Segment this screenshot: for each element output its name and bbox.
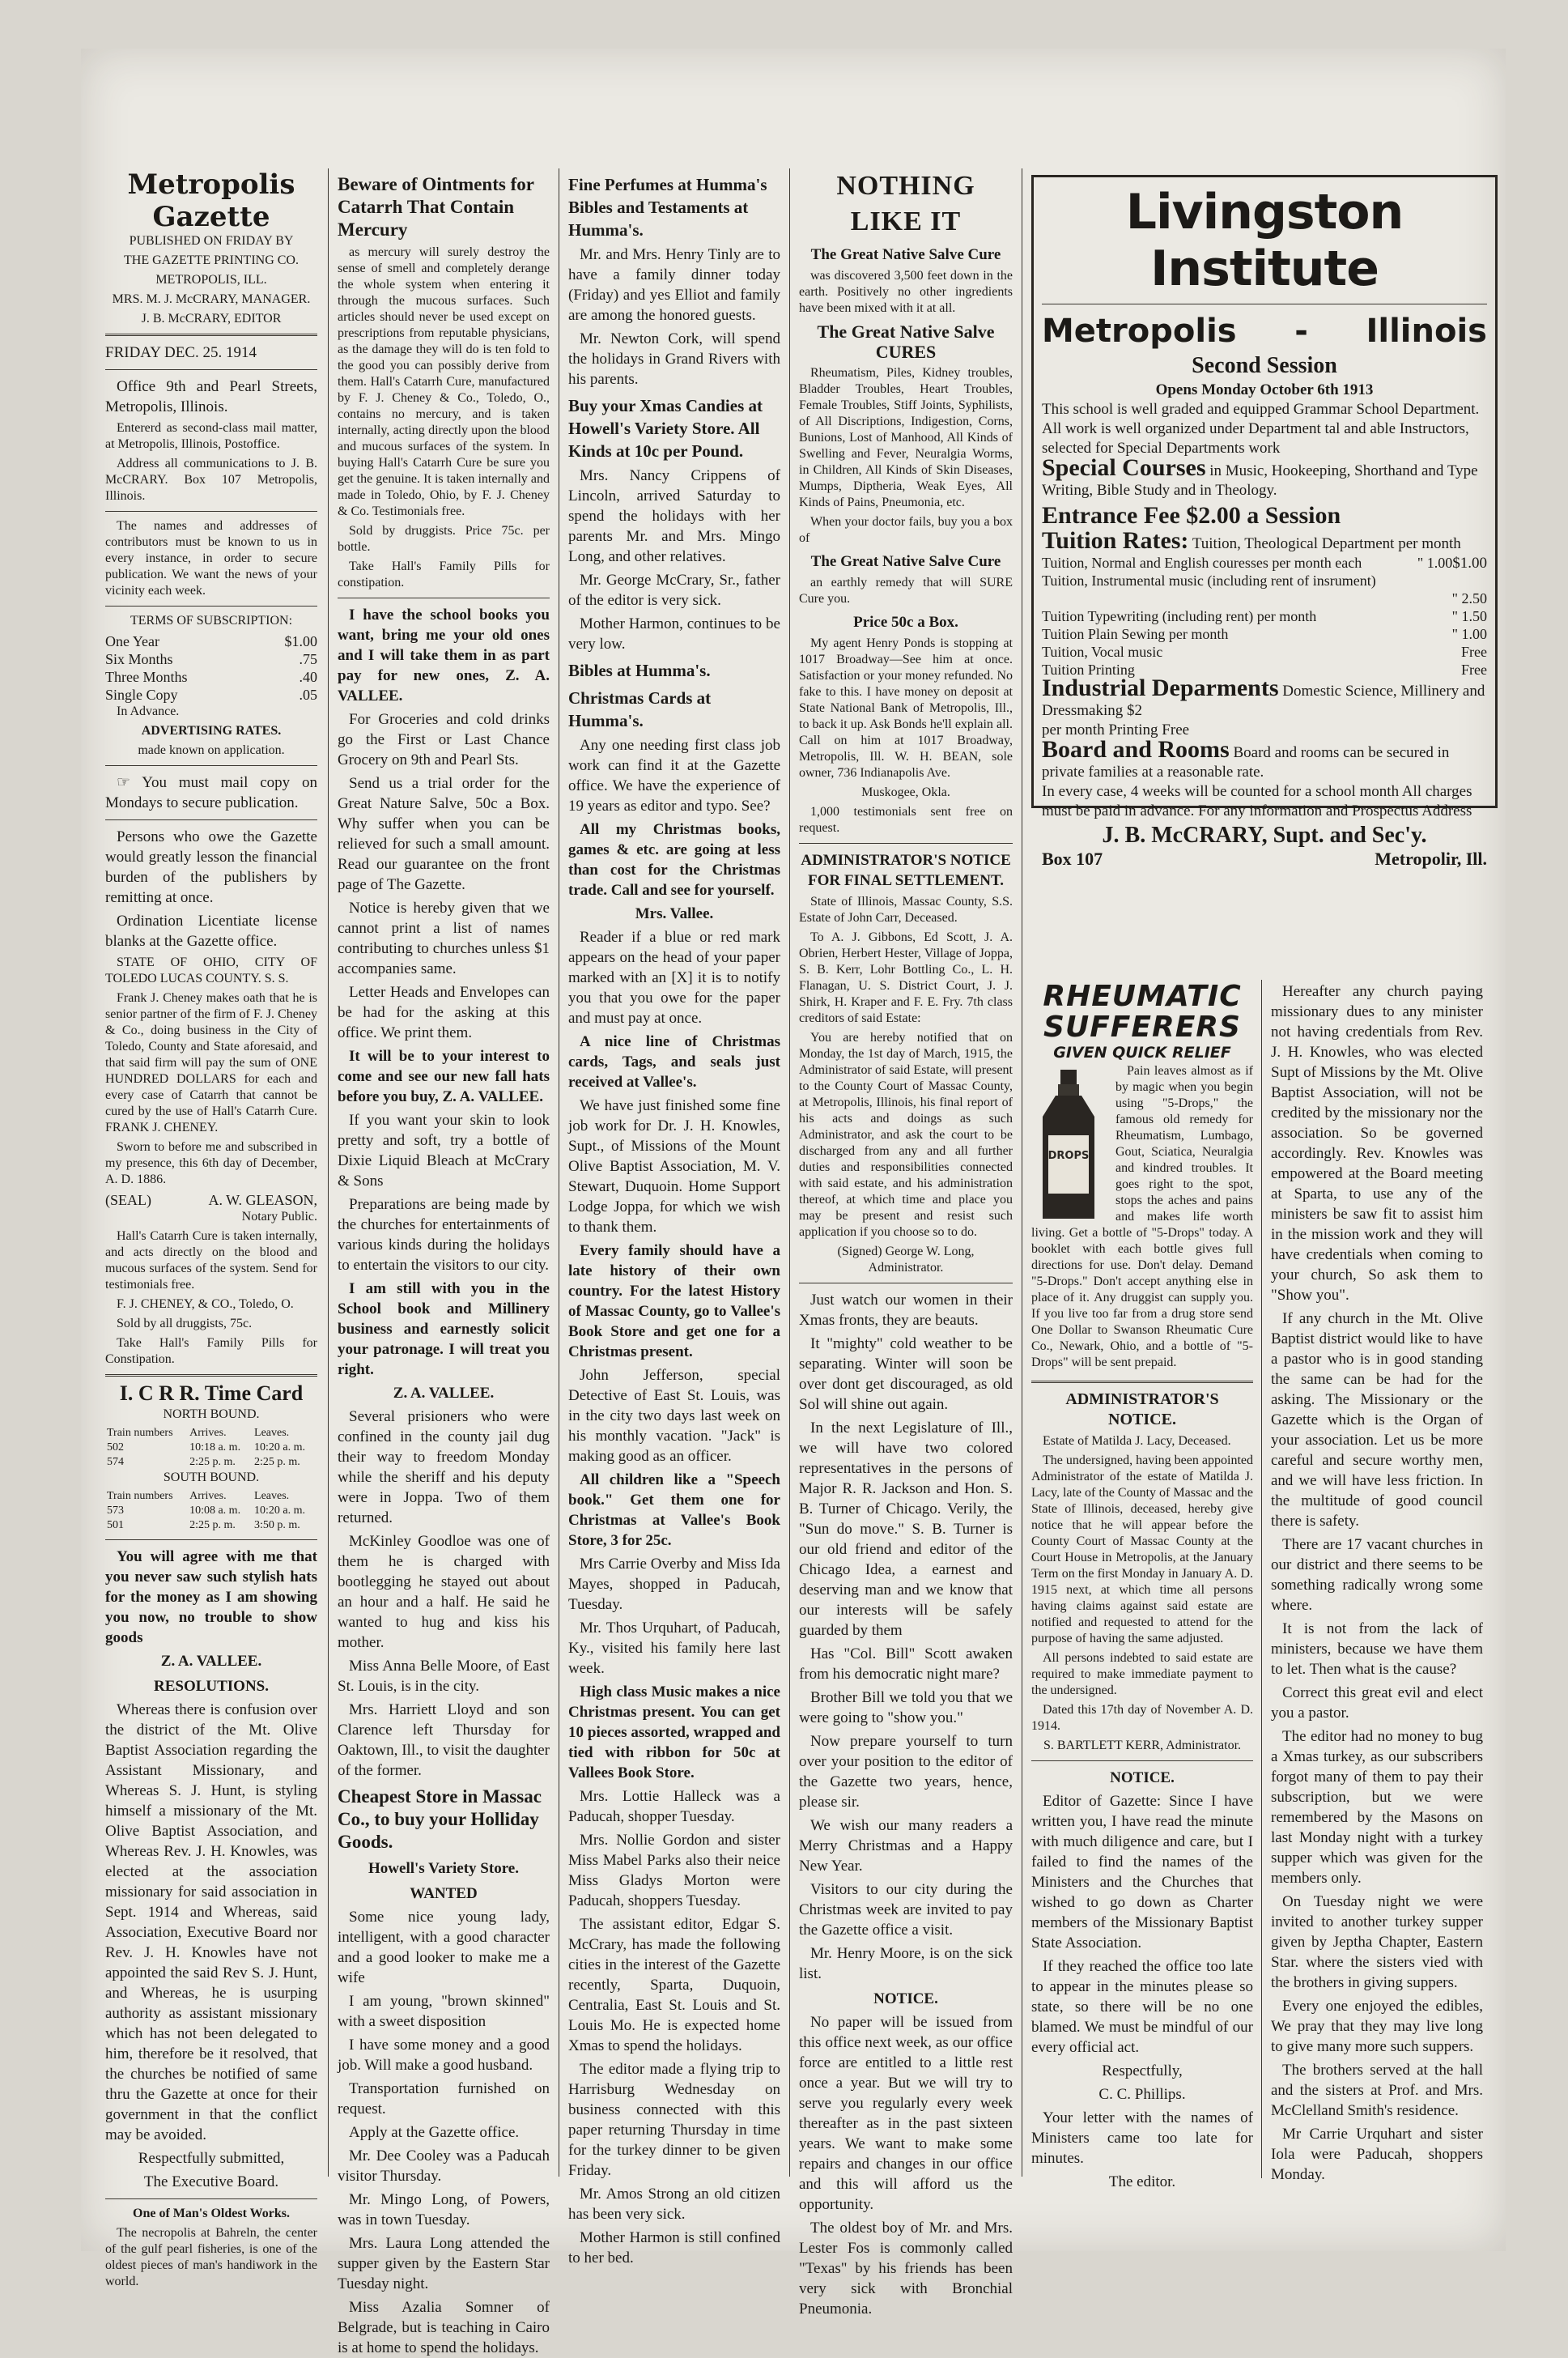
price: Price 50c a Box.	[853, 614, 958, 631]
entrance-fee: Entrance Fee $2.00 a Session	[1042, 502, 1341, 529]
terms-row: Three Months .40	[105, 669, 317, 685]
wanted-text: I have some money and a good job. Will make a good husband.	[338, 2037, 550, 2074]
seal-line: (SEAL) A. W. GLEASON,	[105, 1192, 317, 1208]
notary: Notary Public.	[241, 1210, 317, 1224]
cheney-sworn: Sworn to before me and subscribed in my presence, this 6th day of December, A. D. 1886.	[105, 1140, 317, 1186]
cheney-signature: F. J. CHENEY, & CO., Toledo, O.	[117, 1297, 294, 1311]
harmon-2: Mother Harmon is still confined to her bed.	[568, 2229, 780, 2266]
wanted-text: I am young, "brown skinned" with a sweet disposition	[338, 1993, 550, 2030]
ointment-pills: Take Hall's Family Pills for constipation.	[338, 560, 550, 590]
manager-line: MRS. M. J. McCRARY, MANAGER.	[112, 292, 311, 306]
urquhart: Mr. Thos Urquhart, of Paducah, Ky., visited his family here last week.	[568, 1620, 780, 1677]
south-bound: SOUTH BOUND.	[163, 1471, 260, 1484]
resolutions-heading: RESOLUTIONS.	[153, 1678, 270, 1695]
admin-signature: (Signed) George W. Long, Administrator.	[837, 1245, 975, 1275]
muskogee: Muskogee, Okla.	[861, 785, 950, 799]
rate-row: Tuition Printing Free	[1042, 662, 1487, 678]
bottle-label: DROPS	[1047, 1150, 1090, 1162]
divider	[105, 2198, 317, 2199]
agent: My agent Henry Ponds is stopping at 1017 Broadway—See him at once. Satisfaction or your money refunded. No fake to this. I have money on deposit at State National Bank of Metropolis, Ill., to back it up. Ask Bonds he'll explain all. Call on him at 1017 Broadway, Metropolis, Ill. W. H. BEAN, sole owner, 736 Indianapolis Ave.	[799, 636, 1013, 780]
col5b-paragraph: Correct this great evil and elect you a pastor.	[1271, 1684, 1483, 1722]
opens: Opens Monday October 6th 1913	[1155, 381, 1374, 398]
admin-state: State of Illinois, Massac County, S.S. Estate of John Carr, Deceased.	[799, 895, 1013, 925]
nothing-like-it: NOTHING LIKE IT	[836, 171, 975, 236]
divider	[105, 369, 317, 370]
cure-heading: The Great Native Salve Cure	[810, 246, 1001, 263]
churches-notice: Notice is hereby given that we cannot print a list of names contributing to churches unless $1 accompanies same.	[338, 900, 550, 977]
mccrary-sr: Mr. George McCrary, Sr., father of the editor is very sick.	[568, 572, 780, 609]
harmon: Mother Harmon, continues to be very low.	[568, 615, 780, 653]
cheney-state: STATE OF OHIO, CITY OF TOLEDO LUCAS COUNTY. S. S.	[105, 956, 317, 985]
oldest-heading: One of Man's Oldest Works.	[133, 2207, 290, 2220]
divider	[105, 1374, 317, 1377]
drops-bottle-icon	[1031, 1068, 1106, 1222]
table-row: 502 10:18 a. m. 10:20 a. m.	[107, 1441, 306, 1454]
column-5a	[1031, 980, 1253, 2190]
wish: We wish our many readers a Merry Christmas and a Happy New Year.	[799, 1817, 1013, 1875]
rate-row: Tuition Typewriting (including rent) per month " 1.50	[1042, 608, 1487, 624]
divider	[105, 1539, 317, 1540]
oldest-text: The necropolis at Bahreln, the center of the gulf pearl fisheries, is one of the oldest pieces of man's handiwork in the world.	[105, 2226, 317, 2288]
edgar: The assistant editor, Edgar S. McCrary, has made the following cities in the interest of the Gazette recently, Sparta, Duquoin, Centralia, East St. Louis and St. Louis Mo. He is expected home Xmas to spend the holidays.	[568, 1916, 780, 2054]
col5b-paragraph: The editor had no money to bug a Xmas turkey, as our subscribers forgot many of them to pay their subscription, but we were remembered by the Masons on last Monday night with a turkey supper which was given for the members only.	[1271, 1728, 1483, 1887]
divider	[105, 606, 317, 607]
editor-line: J. B. McCRARY, EDITOR	[141, 312, 282, 326]
institute-city: Metropolis - Illinois	[1042, 313, 1487, 350]
cures-heading: The Great Native Salve CURES	[817, 321, 995, 362]
place-line: METROPOLIS, ILL.	[155, 273, 267, 287]
divider	[105, 765, 317, 766]
admin2-heading: ADMINISTRATOR'S NOTICE.	[1065, 1390, 1219, 1428]
sufferers-heading: SUFFERERS	[1043, 1011, 1241, 1044]
halls-taken: Hall's Catarrh Cure is taken internally, and acts directly on the blood and mucous surfaces of the system. Send for testimonials free.	[105, 1229, 317, 1292]
masthead: Metropolis Gazette	[127, 168, 295, 233]
ointment-text: as mercury will surely destroy the sense of smell and completely derange the whole system when entering it through the mucous surfaces. Such articles should never be used except on prescriptions from reputable physicians, as the damage they will do is ten fold to the good you can possibly derive from them. Hall's Catarrh Cure, manufactured by F. J. Cheney & Co., Toledo, O., contains no mercury, and is taken internally, acting directly upon the blood and mucous surfaces of the system. In buying Hall's Catarrh Cure be sure you get the genuine. It is taken internally and made in Toledo, Ohio, by F. J. Cheney & Co. Testimonials free.	[338, 245, 550, 518]
notice2-signature: C. C. Phillips.	[1098, 2086, 1186, 2103]
table-row: 574 2:25 p. m. 2:25 p. m.	[107, 1456, 300, 1468]
terms-list	[105, 632, 317, 704]
wanted-text: Some nice young lady, intelligent, with a good character and a good looker to make me a wife	[338, 1909, 550, 1986]
col5b-paragraph: The brothers served at the hall and the sisters at Prof. and Mrs. McClelland Smith's residence.	[1271, 2062, 1483, 2119]
overby: Mrs Carrie Overby and Miss Ida Mayes, shopped in Paducah, Tuesday.	[568, 1556, 780, 1613]
prisoners: Several prisioners who were confined in the county jail dug their way to freedom Monday while the sheriff and his deputy were in Joppa. Two of them returned.	[338, 1408, 550, 1526]
graded: This school is well graded and equipped Grammar School Department. All work is well organized under Department tal and able Instructors, selected for Special Departments work	[1042, 401, 1480, 457]
ointment-heading: Beware of Ointments for Catarrh That Contain Mercury	[338, 174, 534, 240]
divider	[1031, 1760, 1253, 1761]
mrs-vallee: Mrs. Vallee.	[635, 905, 714, 922]
notice-text: No paper will be issued from this office next week, as our office force are entitled to a little rest once a year. But we will try to serve you regularly every week thereafter as in the past sixteen years. We want to make some repairs and changes in our office and this will afford us the opportunity.	[799, 2014, 1013, 2213]
column-1	[105, 168, 317, 2288]
table-row: 573 10:08 a. m. 10:20 a. m.	[107, 1505, 306, 1517]
xmas-books: All my Christmas books, games & etc. are going at less than cost for the Christmas trade. Call and see for yourself.	[568, 821, 780, 899]
howells-store: Howell's Variety Store.	[368, 1860, 519, 1877]
letterheads: Letter Heads and Envelopes can be had for the asking at this office. We print them.	[338, 984, 550, 1041]
box-line: Box 107 Metropolir, Ill.	[1042, 849, 1487, 869]
henry-moore: Mr. Henry Moore, is on the sick list.	[799, 1945, 1013, 1982]
pointing-hand-icon: ☞	[117, 774, 131, 791]
col5b-paragraph: On Tuesday night we were invited to another turkey supper given by Jeptha Chapter, Eastern Star. where the sisters vied with the brothers in giving suppers.	[1271, 1893, 1483, 1991]
terms-row: Single Copy .05	[105, 687, 317, 703]
rate-row: Tuition, Normal and English couresses per month each " 1.00	[1042, 555, 1453, 571]
column-4	[799, 168, 1013, 2318]
table-row: 501 2:25 p. m. 3:50 p. m.	[107, 1519, 300, 1531]
millinery: I am still with you in the School book and Millinery business and earnestly solicit your patronage. I will treat you right.	[338, 1280, 550, 1378]
col5b-paragraph: If any church in the Mt. Olive Baptist district would like to have a pastor who is in good standing the same can be had for the asking. The Missionary or the Gazette which is the Organ of your association. Let us be more careful and secure worthy men, and we will have less friction. In the multitude of good council there is safety.	[1271, 1310, 1483, 1530]
cold: It "mighty" cold weather to be separating. Winter will soon be over dont get discouraged, as old Sol will shine out again.	[799, 1335, 1013, 1413]
divider	[105, 511, 317, 512]
notice-heading: NOTICE.	[873, 1990, 938, 2007]
persons-owe: Persons who owe the Gazette would greatly lesson the financial burden of the publishers by remitting at once.	[105, 828, 317, 906]
brother-bill: Brother Bill we told you that we were going to "show you."	[799, 1689, 1013, 1726]
notice2-heading: NOTICE.	[1110, 1769, 1175, 1786]
notice2-text-b: If they reached the office too late to appear in the minutes please so state, so there will be no one blamed. We must be mindful of our every official act.	[1031, 1958, 1253, 2056]
admin-heading: ADMINISTRATOR'S NOTICE FOR FINAL SETTLEMENT.	[801, 852, 1011, 889]
advance-line: In Advance.	[117, 704, 180, 718]
respectfully: Respectfully submitted,	[138, 2150, 285, 2167]
admin2-signature: S. BARTLETT KERR, Administrator.	[1043, 1739, 1242, 1752]
board-rooms: Board and Rooms Board and rooms can be secured in private families at a reasonable rate.	[1042, 736, 1450, 781]
job-work: Any one needing first class job work can find it at the Gazette office. We have the experience of 19 years as editor and typo. See?	[568, 737, 780, 815]
mail-copy-notice: ☞ You must mail copy on Mondays to secure publication.	[105, 774, 317, 811]
salve-trial: Send us a trial order for the Great Nature Salve, 50c a Box. Why suffer when you can be relieved for such a small amount. Read our guarantee on the front page of The Gazette.	[338, 775, 550, 893]
admin2-estate: Estate of Matilda J. Lacy, Deceased.	[1043, 1434, 1231, 1448]
wanted-heading: WANTED	[410, 1885, 478, 1902]
strong: Mr. Amos Strong an old citizen has been very sick.	[568, 2186, 780, 2223]
jefferson: John Jefferson, special Detective of East St. Louis, was in the city two days last week on his monthly vacation. "Jack" is making good as an officer.	[568, 1367, 780, 1465]
office-address: Office 9th and Pearl Streets, Metropolis, Illinois.	[105, 378, 317, 415]
rate-row: Tuition, Vocal music Free	[1042, 644, 1487, 660]
rheumatic-heading: RHEUMATIC	[1043, 980, 1242, 1013]
admin-to: To A. J. Gibbons, Ed Scott, J. A. Obrien, Herbert Hester, Village of Joppa, S. B. Kerr, Lohr Bottling Co., L. H. Flanagan, U. S. District Court, J. J. Shirk, H. Kraper and F. E. Fry. 7th class creditors of said Estate:	[799, 930, 1013, 1025]
column-rule	[789, 168, 790, 2177]
south-timetable: Train numbers Arrives. Leaves. 573 10:08 a. m. 10:20 a. m. 501 2:25 p. m. 3:50 p. m.	[105, 1489, 317, 1533]
visitors: Visitors to our city during the Christmas week are invited to pay the Gazette office a visit.	[799, 1881, 1013, 1939]
admin2-body: The undersigned, having been appointed Administrator of the estate of Matilda J. Lacy, late of the County of Massac and the State of Illinois, deceased, hereby give notice that he will appear before the County Court of Massac County at the Court House in Metropolis, at the January Term on the first Monday in January A. D. 1915 next, at which time all persons having claims against said estate are notified and requested to attend for the purpose of having the same adjusted.	[1031, 1454, 1253, 1645]
millinery-signature: Z. A. VALLEE.	[393, 1385, 495, 1402]
vallee-signature: Z. A. VALLEE.	[160, 1653, 262, 1670]
pills-line: Take Hall's Family Pills for Constipation.	[105, 1336, 317, 1366]
terms-heading: TERMS OF SUBSCRIPTION:	[130, 614, 293, 628]
moore: Miss Anna Belle Moore, of East St. Louis, is in the city.	[338, 1658, 550, 1695]
admin-body: You are hereby notified that on Monday, the 1st day of March, 1915, the Administrator of said Estate, will present to the County Court of Massac County, at Metropolis, Illinois, his final report of his acts and doings as such Administrator, and ask the court to be discharged from any and all further duties and responsibilities connected with said estate, and his administration thereof, at which time and place you may be present and resist such application if you choose so to do.	[799, 1031, 1013, 1239]
lloyd: Mrs. Harriett Lloyd and son Clarence left Thursday for Oaktown, Ill., to visit the daughter of the former.	[338, 1701, 550, 1779]
col5b-paragraph: It is not from the lack of ministers, because we have them to let. Then what is the cause?	[1271, 1620, 1483, 1678]
speech-book: All children like a "Speech book." Get them one for Christmas at Vallee's Book Store, 3 for 25c.	[568, 1471, 780, 1549]
adv-rates-line: made known on application.	[138, 743, 285, 757]
doctor-fails: When your doctor fails, buy you a box of	[799, 515, 1013, 545]
laura: Mrs. Laura Long attended the supper given by the Eastern Star Tuesday night.	[338, 2235, 550, 2292]
cure-heading-2: The Great Native Salve Cure	[810, 553, 1001, 570]
divider	[799, 843, 1013, 844]
blue-mark: Reader if a blue or red mark appears on the head of your paper marked with an [X] it is to notify you that you owe for the paper and must pay at once.	[568, 929, 780, 1027]
preparations: Preparations are being made by the churches for entertainments of various kinds during the holidays to entertain the visitors to our city.	[338, 1196, 550, 1274]
col-bill: Has "Col. Bill" Scott awaken from his democratic night mare?	[799, 1645, 1013, 1683]
issue-date: FRIDAY DEC. 25. 1914	[105, 344, 257, 361]
tags: A nice line of Christmas cards, Tags, and seals just received at Vallee's.	[568, 1033, 780, 1091]
perfumes: Fine Perfumes at Humma's Bibles and Testaments at Humma's.	[568, 175, 767, 240]
cooley: Mr. Dee Cooley was a Paducah visitor Thursday.	[338, 2147, 550, 2185]
notice2-editor: The editor.	[1108, 2173, 1176, 2190]
adv-rates-heading: ADVERTISING RATES.	[141, 724, 282, 738]
special-courses: Special Courses in Music, Hookeeping, Shorthand and Type Writing, Bible Study and in Theology.	[1042, 454, 1478, 499]
rate-row: " 2.50	[1451, 590, 1487, 607]
notice2-respectfully: Respectfully,	[1102, 2062, 1183, 2079]
sold-line: Sold by all druggists, 75c.	[117, 1317, 253, 1330]
tuition-rates: Tuition Rates: Tuition, Theological Department per month $1.00	[1042, 527, 1487, 572]
rate-row: Tuition, Instrumental music (including rent of insrument)	[1042, 572, 1376, 589]
timecard-title: I. C R R. Time Card	[119, 1381, 304, 1405]
music: High class Music makes a nice Christmas present. You can get 10 pieces assorted, wrapped and tied with ribbon for 50c at Vallees Book Store.	[568, 1683, 780, 1781]
institute-title: Livingston Institute	[1125, 184, 1404, 297]
azalia: Miss Azalia Somner of Belgrade, but is teaching in Cairo is at home to spend the holidays.	[338, 2299, 550, 2356]
goodloe: McKinley Goodloe was one of them he is charged with bootlegging he stayed out about an hour and a half. He said he wanted to hug and kiss his mother.	[338, 1533, 550, 1651]
column-rule	[328, 168, 329, 2177]
session: Second Session	[1192, 353, 1337, 378]
gordon: Mrs. Nollie Gordon and sister Miss Mabel Parks also their neice Miss Gladys Morton were Paducah, shoppers Tuesday.	[568, 1832, 780, 1909]
livingston-ad	[1031, 175, 1498, 869]
col5b-paragraph: Hereafter any church paying missionary dues to any minister not having credentials from Rev. J. H. Knowles, who was elected Supt of Missions by the Mt. Olive Baptist Association, will not be credited by the missionary nor the association. So be governed accordingly. Rev. Knowles was empowered at the Board meeting at Sparta, to use any of the ministers be saw fit to assist him in the mission work and they will have credentials when coming to your church, So ask them to "Show you".	[1271, 983, 1483, 1304]
industrial: Industrial Deparments Domestic Science, Millinery and Dressmaking $2	[1042, 675, 1485, 719]
texas: The oldest boy of Mr. and Mrs. Lester Fos is commonly called "Texas" by his friends has been very sick with Bronchial Pneumonia.	[799, 2220, 1013, 2318]
address-notice: Address all communications to J. B. McCRARY. Box 107 Metropolis, Illinois.	[105, 457, 317, 503]
halleck: Mrs. Lottie Halleck was a Paducah, shopper Tuesday.	[568, 1788, 780, 1825]
col5b-paragraph: There are 17 vacant churches in our district and there seems to be something radically wrong some where.	[1271, 1536, 1483, 1614]
names-notice: The names and addresses of contributors must be known to us in every instance, in order to secure publication. We want the news of your vicinity each week.	[105, 519, 317, 598]
history: Every family should have a late history of their own country. For the latest History of Massac County, go to Vallee's Book Store and get one for a Christmas present.	[568, 1242, 780, 1360]
cork: Mr. Newton Cork, will spend the holidays in Grand Rivers with his parents.	[568, 330, 780, 388]
school-books: I have the school books you want, bring me your old ones and I will take them in as part pay for new ones, Z. A. VALLEE.	[338, 607, 550, 704]
earthly-remedy: an earthly remedy that will SURE Cure you.	[799, 576, 1013, 606]
bibles: Bibles at Humma's.	[568, 661, 711, 680]
admin2-dated: Dated this 17th day of November A. D. 1914.	[1031, 1703, 1253, 1733]
column-5b	[1271, 981, 1483, 2183]
crippens: Mrs. Nancy Crippens of Lincoln, arrived Saturday to spend the holidays with her parents Mr. and Mrs. Mingo Long, and other relatives.	[568, 467, 780, 565]
tinly: Mr. and Mrs. Henry Tinly are to have a family dinner today (Friday) and yes Elliot and family are among the honored guests.	[568, 246, 780, 324]
cheney-body: Frank J. Cheney makes oath that he is senior partner of the firm of F. J. Cheney & Co., doing business in the City of Toledo, County and State aforesaid, and that said firm will pay the sum of ONE HUNDRED DOLLARS for each and every case of Catarrh that cannot be cured by the use of Hall's Catarrh Cure. FRANK J. CHENEY.	[105, 991, 317, 1134]
bleach: If you want your skin to look pretty and soft, try a bottle of Dixie Liquid Bleach at McCrary & Sons	[338, 1112, 550, 1190]
bottle-illustration	[1031, 1068, 1106, 1222]
terms-row: One Year $1.00	[105, 633, 317, 649]
terms-row: Six Months .75	[105, 651, 317, 667]
column-3	[568, 168, 780, 2266]
divider	[1031, 1381, 1253, 1383]
rheumatic-body: Pain leaves almost as if by magic when you begin using "5-Drops," the famous old remedy for Rheumatism, Lumbago, Gout, Sciatica, Neuralgia and kindred troubles. It goes right to the spot, stops the aches and pains and makes life worth living. Get a bottle of "5-Drops" today. A booklet with each bottle gives full directions for use. Don't delay. Demand "5-Drops." Don't accept anything else in place of it. Any druggist can supply you. If you live too far from a drug store send One Dollar to Swanson Rheumatic Cure Co., Newark, Ohio, and a bottle of "5-Drops" will be sent prepaid.	[1031, 1064, 1253, 1369]
column-rule	[1261, 980, 1262, 2178]
col5b-paragraph: Mr Carrie Urquhart and sister Iola were Paducah, shoppers Monday.	[1271, 2126, 1483, 2183]
cheapest-store: Cheapest Store in Massac Co., to buy your Holliday Goods.	[338, 1786, 542, 1852]
printing-free: per month Printing Free	[1042, 721, 1190, 738]
cures-list: Rheumatism, Piles, Kidney troubles, Bladder Troubles, Heart Troubles, Female Troubles, Stiff Joints, Syphilists, of All Discriptions, Indigestion, Corns, Bunions, Lost of Manhood, All Kinds of Swelling and Fever, Neuralgia Worms, in Children, All Kinds of Skin Diseases, Mumps, Diptheria, Weak Eyes, All Kinds of Pains, Pneumonia, etc.	[799, 366, 1013, 509]
trip: The editor made a flying trip to Harrisburg Wednesday on business connected with this paper returning Thursday in time for the turkey dinner to be given Friday.	[568, 2061, 780, 2179]
wanted-text: Transportation furnished on request.	[338, 2080, 550, 2118]
cards: Christmas Cards at Humma's.	[568, 688, 712, 730]
rate-row: Tuition Plain Sewing per month " 1.00	[1042, 626, 1487, 642]
legislature: In the next Legislature of Ill., we will have two colored representatives in the persons of Major R. R. Jackson and Hon. S. B. Turner of Chicago. Verily, the "Sun do move." S. B. Turner is our old friend and editor of the Chicago Idea, a earnest and deserving man and we know that our interests will be safely guarded by them	[799, 1419, 1013, 1639]
publisher-line: THE GAZETTE PRINTING CO.	[124, 253, 299, 267]
column-2	[338, 168, 550, 2356]
supt: J. B. McCRARY, Supt. and Sec'y.	[1102, 823, 1427, 848]
prepare: Now prepare yourself to turn over your position to the editor of the Gazette two years, hence, please sir.	[799, 1733, 1013, 1811]
weeks-note: In every case, 4 weeks will be counted for a school month All charges must be paid in advance. For any information and Prospectus Address	[1042, 783, 1472, 819]
north-timetable: Train numbers Arrives. Leaves. 502 10:18 a. m. 10:20 a. m. 574 2:25 p. m. 2:25 p. m.	[105, 1426, 317, 1470]
candies: Buy your Xmas Candies at Howell's Variety Store. All Kinds at 10c per Pound.	[568, 396, 763, 461]
testimonials: 1,000 testimonials sent free on request.	[799, 805, 1013, 835]
cure-discovery: was discovered 3,500 feet down in the earth. Positively no other ingredients have been mixed with it at all.	[799, 269, 1013, 315]
wanted-text: Apply at the Gazette office.	[349, 2124, 520, 2141]
notice2-yours: Your letter with the names of Ministers came too late for minutes.	[1031, 2109, 1253, 2167]
ordination: Ordination Licentiate license blanks at the Gazette office.	[105, 913, 317, 950]
notice2-text: Editor of Gazette: Since I have written you, I have read the minute with much diligence and care, but I failed to find the names of the Ministers and the Churches that wished to go down as Charter members of the Missionary Baptist State Association.	[1031, 1793, 1253, 1952]
quick-relief: GIVEN QUICK RELIEF	[1053, 1044, 1231, 1062]
divider	[105, 334, 317, 336]
admin2-indebted: All persons indebted to said estate are required to make immediate payment to the undersigned.	[1031, 1651, 1253, 1697]
executive-board: The Executive Board.	[143, 2173, 279, 2190]
north-bound: NORTH BOUND.	[163, 1407, 260, 1421]
divider	[105, 819, 317, 820]
published-line: PUBLISHED ON FRIDAY BY	[129, 234, 294, 248]
resolutions-text: Whereas there is confusion over the district of the Mt. Olive Baptist Association regarding the Assistant Missionary, and Whereas S. J. Hunt, is styling himself a missionary of the Mt. Olive Baptist Association, and Whereas Rev. J. H. Knowles, was elected at the association missionary for said association in Sept. 1914 and Whereas, said Association, Executive Board nor Rev. J. H. Knowles have not appointed the said Rev S. J. Hunt, and Whereas, he is usurping authority as assistant missionary which has not been delegated to him, therefore be it resolved, that the churches be notified of same thru the Gazette at once for their government in that the conflict may be avoided.	[105, 1701, 317, 2143]
women: Just watch our women in their Xmas fronts, they are beauts.	[799, 1292, 1013, 1329]
entered-notice: Entererd as second-class mail matter, at Metropolis, Illinois, Postoffice.	[105, 421, 317, 451]
col5b-paragraph: Every one enjoyed the edibles, We pray that they may live long to give many more such suppers.	[1271, 1998, 1483, 2055]
knowles-job: We have just finished some fine job work for Dr. J. H. Knowles, Supt., of Missions of the Mount Olive Baptist Association, M. V. Stewart, Duquoin. Home Support Lodge Joppa, for which we wish to thank them.	[568, 1097, 780, 1236]
vallee-hats: You will agree with me that you never saw such stylish hats for the money as I am showing you now, no trouble to show goods	[105, 1548, 317, 1646]
groceries: For Groceries and cold drinks go the First or Last Chance Grocery on 9th and Pearl Sts.	[338, 711, 550, 768]
fall-hats: It will be to your interest to come and see our new fall hats before you buy, Z. A. VALLEE.	[338, 1048, 550, 1105]
ointment-sold: Sold by druggists. Price 75c. per bottle.	[338, 524, 550, 554]
mingo: Mr. Mingo Long, of Powers, was in town Tuesday.	[338, 2191, 550, 2228]
